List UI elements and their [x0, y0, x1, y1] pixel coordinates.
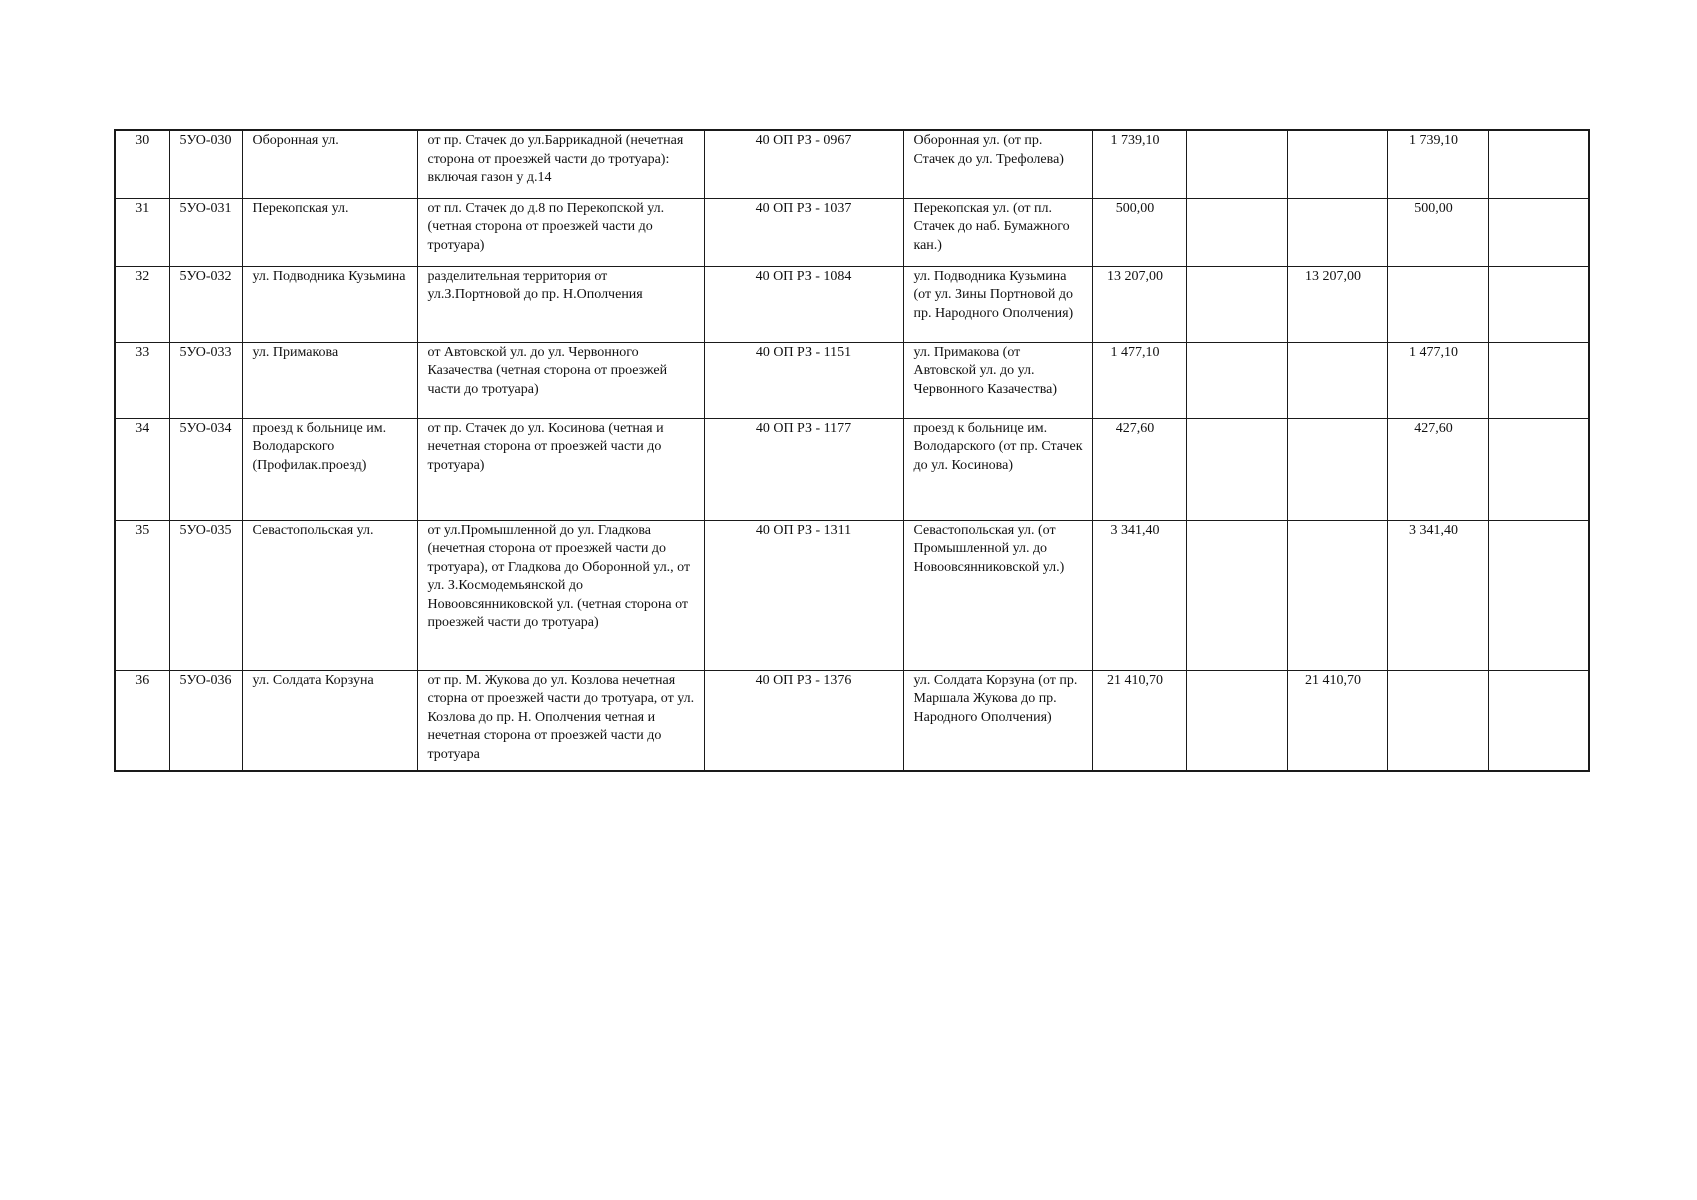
area-col-9: 21 410,70 — [1287, 670, 1387, 771]
object-code: 5УО-036 — [169, 670, 242, 771]
boundaries-description: от пр. М. Жукова до ул. Козлова нечетная сторна от проезжей части до тротуара, от ул. Козлова до пр. Н. Ополчения четная и нечетная сторона от проезжей части до тротуара — [417, 670, 704, 771]
area-col-10 — [1387, 670, 1488, 771]
road-name: ул. Примакова (от Автовской ул. до ул. Червонного Казачества) — [903, 342, 1092, 418]
area-col-8 — [1186, 520, 1287, 670]
area-total: 1 477,10 — [1092, 342, 1186, 418]
boundaries-description: от Автовской ул. до ул. Червонного Казачества (четная сторона от проезжей части до тротуара) — [417, 342, 704, 418]
area-col-10: 3 341,40 — [1387, 520, 1488, 670]
area-col-11 — [1488, 520, 1589, 670]
area-col-11 — [1488, 418, 1589, 520]
road-registry-number: 40 ОП РЗ - 1177 — [704, 418, 903, 520]
row-number: 35 — [115, 520, 169, 670]
area-col-9 — [1287, 130, 1387, 198]
road-name: Оборонная ул. (от пр. Стачек до ул. Трефолева) — [903, 130, 1092, 198]
area-col-11 — [1488, 130, 1589, 198]
object-code: 5УО-031 — [169, 198, 242, 266]
row-number: 30 — [115, 130, 169, 198]
row-number: 33 — [115, 342, 169, 418]
object-code: 5УО-034 — [169, 418, 242, 520]
boundaries-description: разделительная территория от ул.З.Портновой до пр. Н.Ополчения — [417, 266, 704, 342]
road-registry-number: 40 ОП РЗ - 1311 — [704, 520, 903, 670]
road-name: Севастопольская ул. (от Промышленной ул. до Новоовсянниковской ул.) — [903, 520, 1092, 670]
area-col-9 — [1287, 198, 1387, 266]
road-registry-number: 40 ОП РЗ - 1151 — [704, 342, 903, 418]
area-col-8 — [1186, 266, 1287, 342]
area-col-11 — [1488, 198, 1589, 266]
area-total: 427,60 — [1092, 418, 1186, 520]
area-total: 3 341,40 — [1092, 520, 1186, 670]
road-name: ул. Подводника Кузьмина (от ул. Зины Портновой до пр. Народного Ополчения) — [903, 266, 1092, 342]
boundaries-description: от пр. Стачек до ул. Косинова (четная и нечетная сторона от проезжей части до тротуара) — [417, 418, 704, 520]
table-row — [115, 130, 1589, 198]
area-col-9 — [1287, 342, 1387, 418]
area-col-9: 13 207,00 — [1287, 266, 1387, 342]
street-name: Оборонная ул. — [242, 130, 417, 198]
road-registry-number: 40 ОП РЗ - 1376 — [704, 670, 903, 771]
area-col-10: 427,60 — [1387, 418, 1488, 520]
area-total: 500,00 — [1092, 198, 1186, 266]
street-name: ул. Примакова — [242, 342, 417, 418]
green-area-table — [114, 129, 1590, 772]
area-col-8 — [1186, 342, 1287, 418]
area-col-11 — [1488, 342, 1589, 418]
table-row — [115, 266, 1589, 342]
street-name: проезд к больнице им. Володарского (Профилак.проезд) — [242, 418, 417, 520]
road-registry-number: 40 ОП РЗ - 1084 — [704, 266, 903, 342]
object-code: 5УО-033 — [169, 342, 242, 418]
street-name: Севастопольская ул. — [242, 520, 417, 670]
row-number: 31 — [115, 198, 169, 266]
table-row — [115, 198, 1589, 266]
boundaries-description: от ул.Промышленной до ул. Гладкова (нечетная сторона от проезжей части до тротуара), от Гладкова до Оборонной ул., от ул. З.Космодемьянской до Новоовсянниковской ул. (четная сторона от проезжей части до тротуара) — [417, 520, 704, 670]
table-row — [115, 342, 1589, 418]
boundaries-description: от пр. Стачек до ул.Баррикадной (нечетная сторона от проезжей части до тротуара): включая газон у д.14 — [417, 130, 704, 198]
object-code: 5УО-032 — [169, 266, 242, 342]
road-name: Перекопская ул. (от пл. Стачек до наб. Бумажного кан.) — [903, 198, 1092, 266]
area-col-8 — [1186, 198, 1287, 266]
area-col-8 — [1186, 418, 1287, 520]
area-col-8 — [1186, 670, 1287, 771]
area-col-11 — [1488, 266, 1589, 342]
area-total: 1 739,10 — [1092, 130, 1186, 198]
area-col-9 — [1287, 520, 1387, 670]
area-col-9 — [1287, 418, 1387, 520]
area-total: 21 410,70 — [1092, 670, 1186, 771]
area-col-11 — [1488, 670, 1589, 771]
table-row — [115, 418, 1589, 520]
row-number: 36 — [115, 670, 169, 771]
object-code: 5УО-035 — [169, 520, 242, 670]
street-name: ул. Солдата Корзуна — [242, 670, 417, 771]
table-row — [115, 520, 1589, 670]
street-name: ул. Подводника Кузьмина — [242, 266, 417, 342]
area-col-10: 500,00 — [1387, 198, 1488, 266]
object-code: 5УО-030 — [169, 130, 242, 198]
road-registry-number: 40 ОП РЗ - 0967 — [704, 130, 903, 198]
boundaries-description: от пл. Стачек до д.8 по Перекопской ул. (четная сторона от проезжей части до тротуара) — [417, 198, 704, 266]
area-col-10: 1 477,10 — [1387, 342, 1488, 418]
area-col-10: 1 739,10 — [1387, 130, 1488, 198]
road-registry-number: 40 ОП РЗ - 1037 — [704, 198, 903, 266]
area-col-8 — [1186, 130, 1287, 198]
road-name: ул. Солдата Корзуна (от пр. Маршала Жукова до пр. Народного Ополчения) — [903, 670, 1092, 771]
road-name: проезд к больнице им. Володарского (от пр. Стачек до ул. Косинова) — [903, 418, 1092, 520]
area-col-10 — [1387, 266, 1488, 342]
area-total: 13 207,00 — [1092, 266, 1186, 342]
table-row — [115, 670, 1589, 771]
row-number: 32 — [115, 266, 169, 342]
street-name: Перекопская ул. — [242, 198, 417, 266]
row-number: 34 — [115, 418, 169, 520]
